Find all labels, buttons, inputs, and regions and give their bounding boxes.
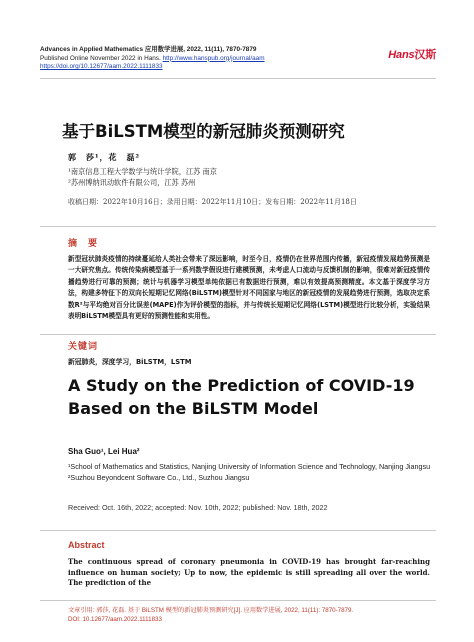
doi-url-link[interactable]: https://doi.org/10.12677/aam.2022.1111833 — [40, 63, 163, 71]
logo-cn: 汉斯 — [414, 49, 436, 61]
en-title: A Study on the Prediction of COVID-19 Based on the BiLSTM Model — [68, 376, 415, 418]
published-line — [40, 55, 436, 64]
cn-affiliation-1: ¹南京信息工程大学数学与统计学院，江苏 南京 — [68, 167, 217, 176]
published-text: Published Online November 2022 in Hans. — [40, 54, 161, 62]
cn-dates: 收稿日期：2022年10月16日；录用日期：2022年11月10日；发布日期：2022年11月18日 — [68, 198, 357, 206]
cn-abstract-heading: 摘 要 — [68, 239, 99, 249]
en-dates: Received: Oct. 16th, 2022; accepted: Nov. 10th, 2022; published: Nov. 18th, 2022 — [68, 503, 328, 512]
cn-abstract-body: 新型冠状肺炎疫情的持续蔓延给人类社会带来了深远影响，时至今日，疫情仍在世界范围内传播，新冠疫情发展趋势预测是一大研究焦点。传统传染病模型基于一系列数学假设进行建模预测，未考虑人口流动与反馈机制的影响，很难对新冠疫情传播趋势进行可靠的预测；统计与机器学习模型单纯依据已有数据进行预测，难以有效提高预测精度。本文基于深度学习方法，构建多特征下的双向长短期记忆网络(BiLSTM)模型针对不同国家与地区的新冠疫情的发展趋势进行预测，选取决定系数R²与平均绝对百分比误差(MAPE)作为评价模型的指标，并与传统长短期记忆网络(LSTM)模型进行比较分析，实验结果表明BiLSTM模型具有更好的预测性能和实用性。 — [68, 255, 430, 321]
page-footer — [68, 606, 438, 624]
cn-title: 基于BiLSTM模型的新冠肺炎预测研究 — [62, 122, 345, 141]
hans-logo — [388, 46, 436, 62]
cn-authors: 郭 莎¹，花 磊² — [68, 152, 141, 162]
cn-affiliation-2: ²苏州博纳讯动软件有限公司，江苏 苏州 — [68, 178, 196, 187]
cn-abstract-divider — [40, 226, 436, 227]
en-affiliation-1: ¹School of Mathematics and Statistics, Nanjing University of Information Science and Technology, Nanjing Jiangsu — [68, 462, 431, 471]
footer-divider — [40, 600, 436, 601]
en-abstract-heading: Abstract — [68, 540, 105, 550]
logo-brand: Hans — [388, 49, 415, 61]
journal-header — [40, 46, 436, 72]
en-abstract-body: The continuous spread of coronary pneumonia in COVID-19 has brought far-reaching influence on human society; Up to now, the epidemic is still spreading all over the world. The prediction of the — [68, 557, 430, 588]
en-affiliation-2: ²Suzhou Beyondcent Software Co., Ltd., Suzhou Jiangsu — [68, 472, 250, 482]
header-divider — [40, 78, 436, 79]
journal-line: Advances in Applied Mathematics 应用数学进展, 2022, 11(11), 7870-7879 — [40, 46, 257, 53]
footer-citation: 文章引用: 郭莎, 花磊. 基于 BiLSTM 模型的新冠肺炎预测研究[J]. 应用数学进展, 2022, 11(11): 7870-7879. — [68, 607, 354, 614]
journal-url-link[interactable]: http://www.hanspub.org/journal/aam — [162, 54, 265, 62]
en-affiliations — [68, 462, 438, 483]
cn-affiliations — [68, 166, 217, 188]
cn-keywords-divider — [40, 334, 436, 335]
cn-keywords: 新冠肺炎，深度学习，BiLSTM，LSTM — [68, 358, 192, 366]
en-abstract-divider — [40, 530, 436, 531]
cn-keywords-heading: 关键词 — [68, 342, 99, 352]
en-authors: Sha Guo¹, Lei Hua² — [68, 447, 140, 456]
footer-doi[interactable]: DOI: 10.12677/aam.2022.1111833 — [68, 616, 162, 623]
